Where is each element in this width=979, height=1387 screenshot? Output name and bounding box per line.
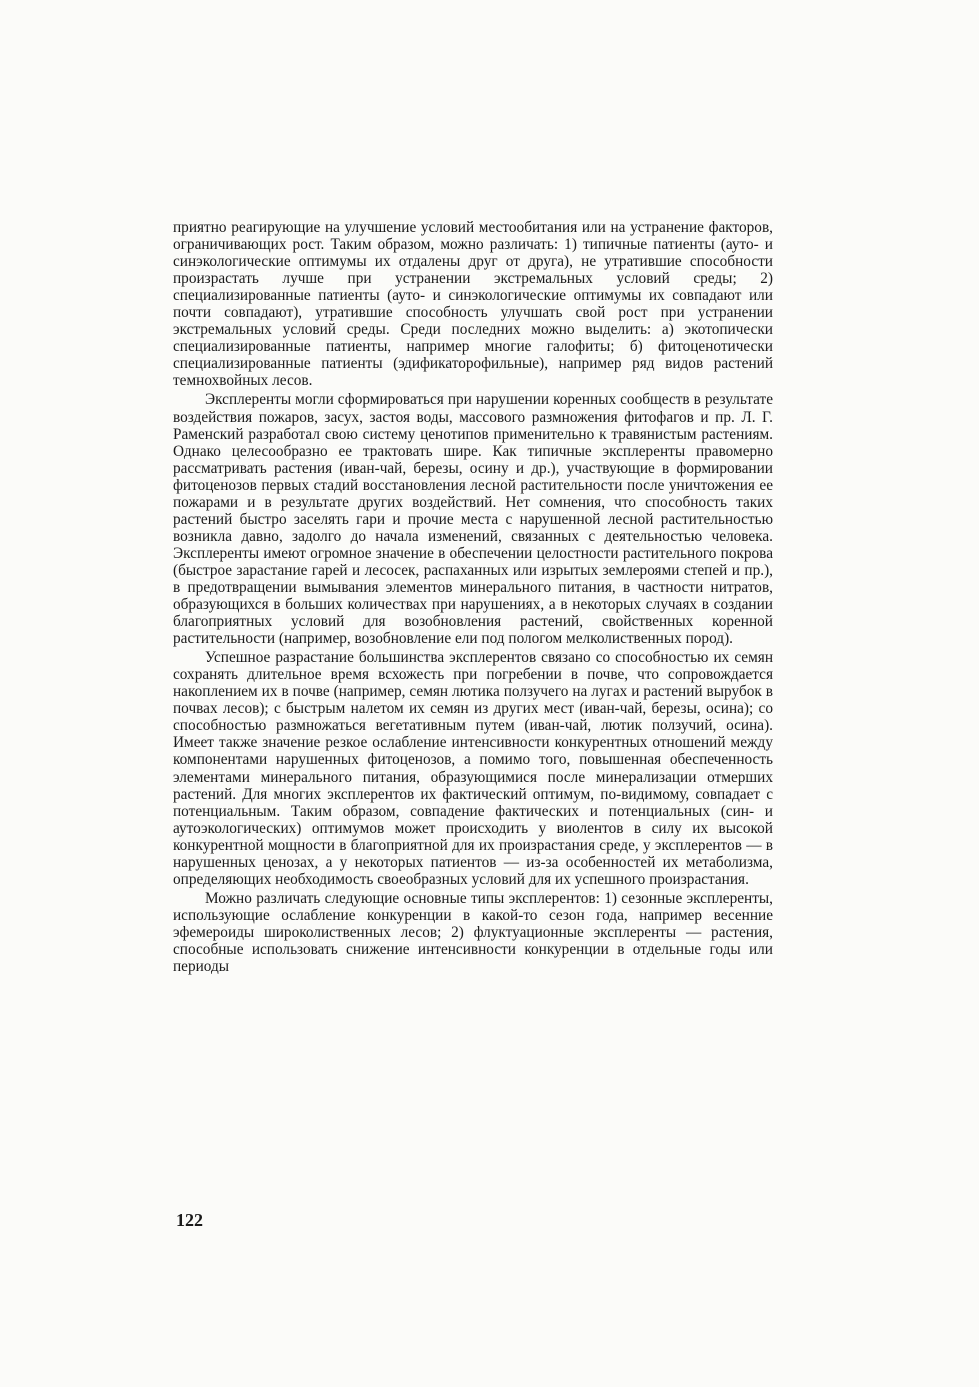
page-number: 122 (176, 1210, 203, 1230)
paragraph-2: Эксплеренты могли сформироваться при нарушении коренных сообществ в результате воздействия пожаров, засух, застоя воды, массового размножения фитофагов и пр. Л. Г. Раменский разработал свою систему ценотипов применительно к травянистым растениям. Однако целесообразно ее трактовать шире. Как типичные эксплеренты правомерно рассматривать растения (иван-чай, березы, осину и др.), участвующие в формировании фитоценозов первых стадий восстановления лесной растительности после уничтожения ее пожарами и в результате других воздействий. Нет сомнения, что способность таких растений быстро заселять гари и прочие места с нарушенной лесной растительностью возникла давно, задолго до начала изменений, связанных с деятельностью человека. Эксплеренты имеют огромное значение в обеспечении целостности растительного покрова (быстрое зарастание гарей и лесосек, распаханных или изрытых землероями степей и пр.), в предотвращении вымывания элементов минерального питания, в частности нитратов, образующихся в больших количествах при нарушениях, а в некоторых случаях в создании благоприятных условий для возобновления растений, свойственных коренной растительности (например, возобновление ели под пологом мелколиственных пород). (173, 391, 773, 648)
paragraph-3: Успешное разрастание большинства эксплерентов связано со способностью их семян сохранять длительное время всхожесть при погребении в почве, что сопровождается накоплением их в почве (например, семян лютика ползучего на лугах и растений вырубок в почвах лесов); с быстрым налетом их семян из других мест (иван-чай, березы, осина); со способностью размножаться вегетативным путем (иван-чай, лютик ползучий, осина). Имеет также значение резкое ослабление интенсивности конкурентных отношений между компонентами нарушенных фитоценозов, а помимо того, повышенная обеспеченность элементами минерального питания, образующимися после минерализации отмерших растений. Для многих эксплерентов их фактический оптимум, по-видимому, совпадает с потенциальным. Таким образом, совпадение фактических и потенциальных (син- и аутоэкологических) оптимумов может происходить у виолентов в силу их высокой конкурентной мощности в благоприятной для их произрастания среде, у эксплерентов — в нарушенных ценозах, а у некоторых патиентов — из-за особенностей их метаболизма, определяющих необходимость своеобразных условий для их успешного произрастания. (173, 649, 773, 888)
body-text (173, 219, 773, 977)
paragraph-1: приятно реагирующие на улучшение условий местообитания или на устранение факторов, ограничивающих рост. Таким образом, можно различать: 1) типичные патиенты (ауто- и синэкологические оптимумы их отдалены друг от друга), не утратившие способности произрастать лучше при устранении экстремальных условий среды; 2) специализированные патиенты (ауто- и синэкологические оптимумы их совпадают или почти совпадают), утратившие способность улучшать свой рост при устранении экстремальных условий среды. Среди последних можно выделить: а) экотопически специализированные патиенты, например многие галофиты; б) фитоценотически специализированные патиенты (эдификаторофильные), например ряд видов растений темнохвойных лесов. (173, 219, 773, 390)
paragraph-4: Можно различать следующие основные типы эксплерентов: 1) сезонные эксплеренты, использующие ослабление конкуренции в какой-то сезон года, например весенние эфемероиды широколиственных лесов; 2) флуктуационные эксплеренты — растения, способные использовать снижение интенсивности конкуренции в отдельные годы или периоды (173, 889, 773, 976)
